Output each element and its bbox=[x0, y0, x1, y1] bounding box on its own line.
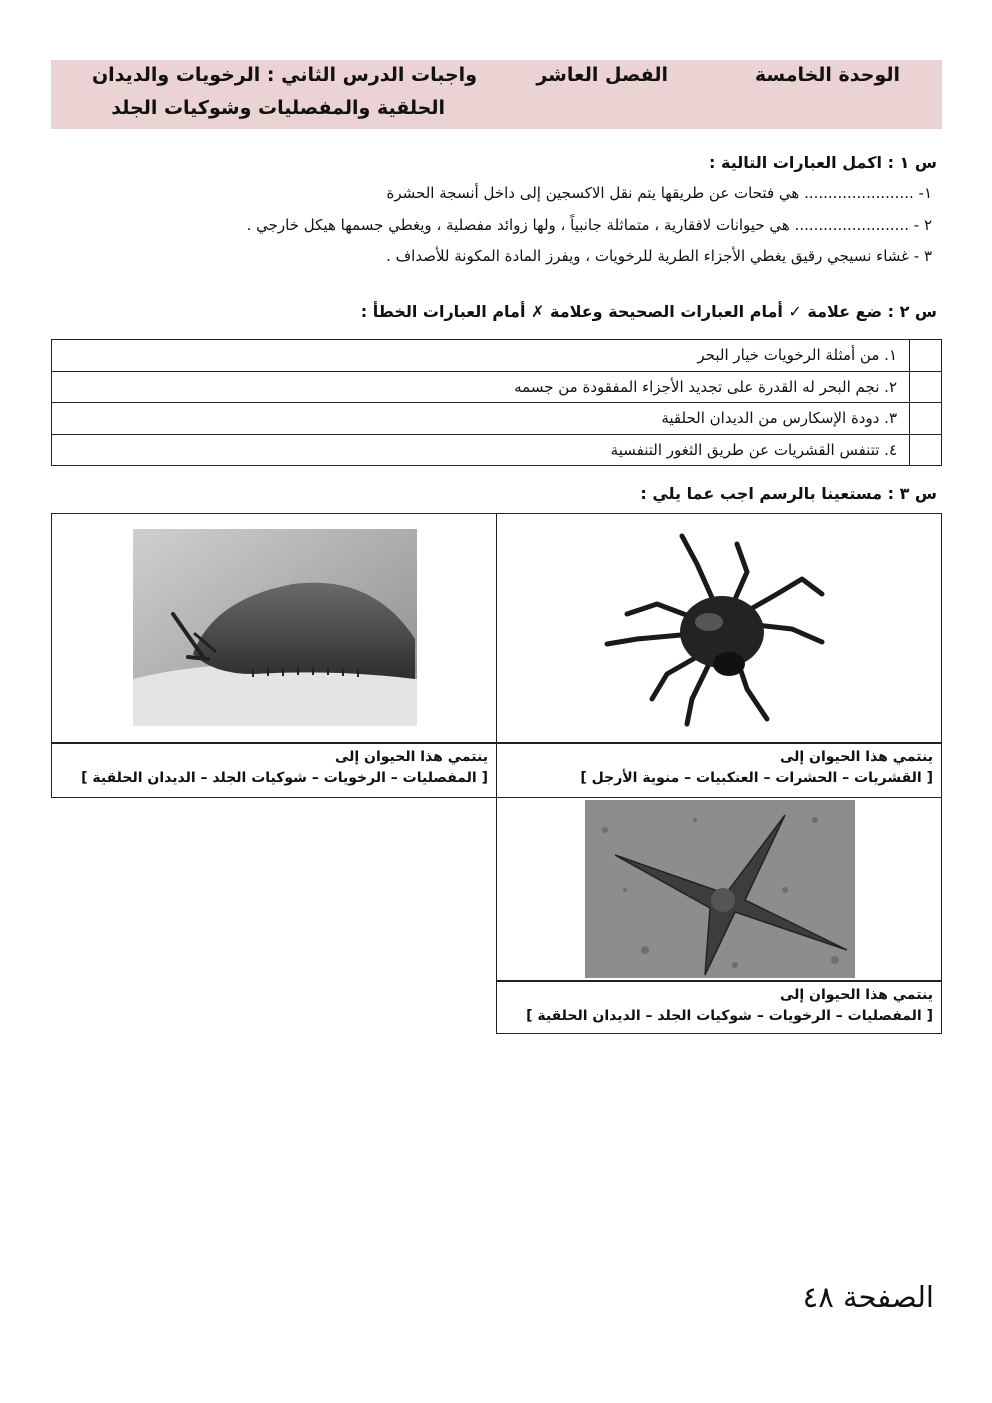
slug-belongs-label: ينتمي هذا الحيوان إلى bbox=[334, 749, 488, 765]
statement-2: ٢. نجم البحر له القدرة على تجديد الأجزاء المفقودة من جسمه bbox=[52, 371, 910, 403]
statement-3: ٣. دودة الإسكارس من الديدان الحلقية bbox=[52, 403, 910, 435]
answer-box[interactable] bbox=[910, 371, 942, 403]
tick-image-cell bbox=[496, 513, 942, 743]
starfish-options: [ المفصليات – الرخويات – شوكيات الجلد – الديدان الحلقية ] bbox=[526, 1008, 933, 1024]
answer-box[interactable] bbox=[910, 434, 942, 466]
q3-title: س ٣ : مستعينا بالرسم اجب عما يلي : bbox=[640, 484, 937, 503]
tick-belongs-label: ينتمي هذا الحيوان إلى bbox=[779, 749, 933, 765]
tick-caption bbox=[496, 743, 942, 798]
page-number: الصفحة ٤٨ bbox=[802, 1280, 934, 1314]
slug-image-cell bbox=[51, 513, 497, 743]
tick-icon bbox=[597, 524, 847, 729]
slug-options: [ المفصليات – الرخويات – شوكيات الجلد – الديدان الحلقية ] bbox=[81, 770, 488, 786]
lesson-title-line2: الحلقية والمفصليات وشوكيات الجلد bbox=[111, 97, 445, 119]
statement-1: ١. من أمثلة الرخويات خيار البحر bbox=[52, 340, 910, 372]
starfish-belongs-label: ينتمي هذا الحيوان إلى bbox=[779, 987, 933, 1003]
table-row bbox=[52, 403, 942, 435]
starfish-image-cell bbox=[496, 797, 942, 981]
chapter-label: الفصل العاشر bbox=[536, 64, 668, 86]
unit-label: الوحدة الخامسة bbox=[754, 64, 900, 86]
answer-box[interactable] bbox=[910, 340, 942, 372]
q2-title: س ٢ : ضع علامة ✓ أمام العبارات الصحيحة وعلامة ✗ أمام العبارات الخطأ : bbox=[360, 302, 937, 321]
slug-icon bbox=[133, 529, 417, 726]
q1-title: س ١ : اكمل العبارات التالية : bbox=[709, 153, 937, 172]
statement-4: ٤. تتنفس القشريات عن طريق الثغور التنفسية bbox=[52, 434, 910, 466]
table-row bbox=[52, 434, 942, 466]
header-band bbox=[51, 60, 942, 129]
slug-caption bbox=[51, 743, 497, 798]
table-row bbox=[52, 340, 942, 372]
tick-options: [ القشريات – الحشرات – العنكبيات – منوية الأرجل ] bbox=[580, 770, 933, 786]
q1-item-2: ٢ - ........................ هي حيوانات لافقارية ، متماثلة جانبياً ، ولها زوائد مفصلية ، ويغطي جسمها هيكل خارجي . bbox=[246, 216, 932, 234]
answer-box[interactable] bbox=[910, 403, 942, 435]
q1-item-3: ٣ - غشاء نسيجي رقيق يغطي الأجزاء الطرية للرخويات ، ويفرز المادة المكونة للأصداف . bbox=[386, 247, 932, 265]
starfish-caption bbox=[496, 981, 942, 1034]
q1-item-1: ١- ....................... هي فتحات عن طريقها يتم نقل الاكسجين إلى داخل أنسجة الحشرة bbox=[386, 184, 932, 202]
table-row bbox=[52, 371, 942, 403]
true-false-table bbox=[51, 339, 942, 466]
lesson-title-line1: واجبات الدرس الثاني : الرخويات والديدان bbox=[91, 64, 477, 86]
starfish-icon bbox=[585, 800, 855, 978]
